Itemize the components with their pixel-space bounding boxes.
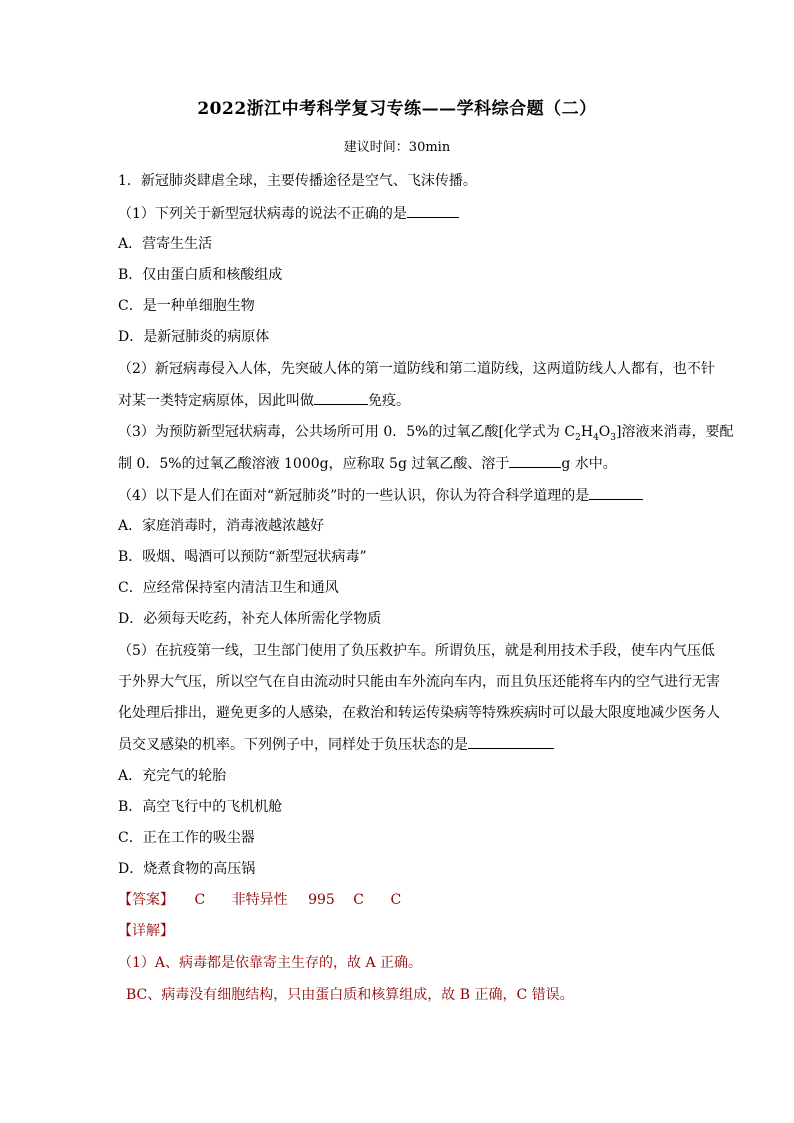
answer-blank (589, 485, 643, 500)
answer-blank (407, 203, 459, 218)
detail-line: BC、病毒没有细胞结构，只由蛋白质和核算组成，故 B 正确，C 错误。 (126, 987, 574, 1003)
part-5-text: 员交叉感染的机率。下列例子中，同样处于负压状态的是 (118, 737, 468, 753)
part-3-text: （3）为预防新型冠状病毒，公共场所可用 0．5%的过氧乙酸[化学式为 C (118, 424, 576, 440)
part-2-text-end: 免疫。 (368, 393, 410, 409)
formula-subscript: 2 (575, 432, 581, 443)
option: C．是一种单细胞生物 (118, 298, 255, 314)
detail-line: （1）A、病毒都是依靠寄主生存的，故 A 正确。 (118, 955, 423, 971)
formula-element: H (580, 424, 594, 440)
question-part-5-line: 化处理后排出，避免更多的人感染，在救治和转运传染病等特殊疾病时可以最大限度地减少医务人 (118, 705, 720, 721)
part-3-text-end: ]溶液来消毒，要配 (616, 424, 734, 440)
part-3-text: 制 0．5%的过氧乙酸溶液 1000g，应称取 5g 过氧乙酸、溶于 (118, 456, 510, 472)
answer-line (118, 890, 401, 910)
part-4-text: （4）以下是人们在面对“新冠肺炎”时的一些认识，你认为符合科学道理的是 (118, 488, 590, 504)
formula-subscript: 3 (610, 432, 617, 443)
answer-value: 995 (308, 892, 335, 908)
answer-value: 非特异性 (231, 892, 288, 908)
page-title: 2022浙江中考科学复习专练——学科综合题（二） (197, 99, 597, 119)
part-1-text: （1）下列关于新型冠状病毒的说法不正确的是 (118, 206, 407, 222)
question-part-3-line1 (118, 422, 733, 448)
question-stem: 1．新冠肺炎肆虐全球，主要传播途径是空气、飞沫传播。 (118, 173, 477, 189)
option: C．正在工作的吸尘器 (118, 830, 255, 846)
option: B．高空飞行中的飞机机舱 (118, 799, 283, 815)
answer-value: C (353, 892, 364, 908)
answer-blank (509, 453, 561, 468)
question-part-3-line2 (118, 453, 617, 474)
question-part-1 (118, 203, 459, 224)
answer-blank (314, 390, 368, 405)
option: A．充完气的轮胎 (118, 768, 227, 784)
formula-subscript: 4 (593, 432, 599, 443)
question-part-2-line2 (118, 390, 410, 411)
question-part-5-line: 于外界大气压，所以空气在自由流动时只能由车外流向车内，而且负压还能将车内的空气进行无害 (118, 674, 720, 690)
question-part-5-last (118, 734, 554, 755)
option: A．营寄生生活 (118, 236, 213, 252)
answer-value: C (194, 892, 206, 908)
answer-label: 【答案】 (118, 892, 174, 908)
option: D．必须每天吃药，补充人体所需化学物质 (118, 611, 382, 627)
part-2-text: 对某一类特定病原体，因此叫做 (118, 393, 314, 409)
option: A．家庭消毒时，消毒液越浓越好 (118, 518, 325, 534)
option: B．仅由蛋白质和核酸组成 (118, 267, 283, 283)
question-part-2-line1: （2）新冠病毒侵入人体，先突破人体的第一道防线和第二道防线，这两道防线人人都有，也不针 (118, 361, 715, 377)
option: D．烧煮食物的高压锅 (118, 861, 256, 877)
formula-element: O (598, 424, 611, 440)
question-part-4 (118, 485, 643, 506)
part-3-text-end: g 水中。 (561, 456, 617, 472)
option: D．是新冠肺炎的病原体 (118, 329, 270, 345)
answer-blank (468, 734, 554, 749)
suggested-time: 建议时间：30min (343, 140, 451, 155)
question-part-5-line: （5）在抗疫第一线，卫生部门使用了负压救护车。所谓负压，就是利用技术手段，使车内气压低 (118, 643, 715, 659)
answer-value: C (390, 892, 402, 908)
option: B．吸烟、喝酒可以预防“新型冠状病毒” (118, 549, 367, 565)
option: C．应经常保持室内清洁卫生和通风 (118, 580, 339, 596)
detail-label: 【详解】 (118, 923, 174, 939)
